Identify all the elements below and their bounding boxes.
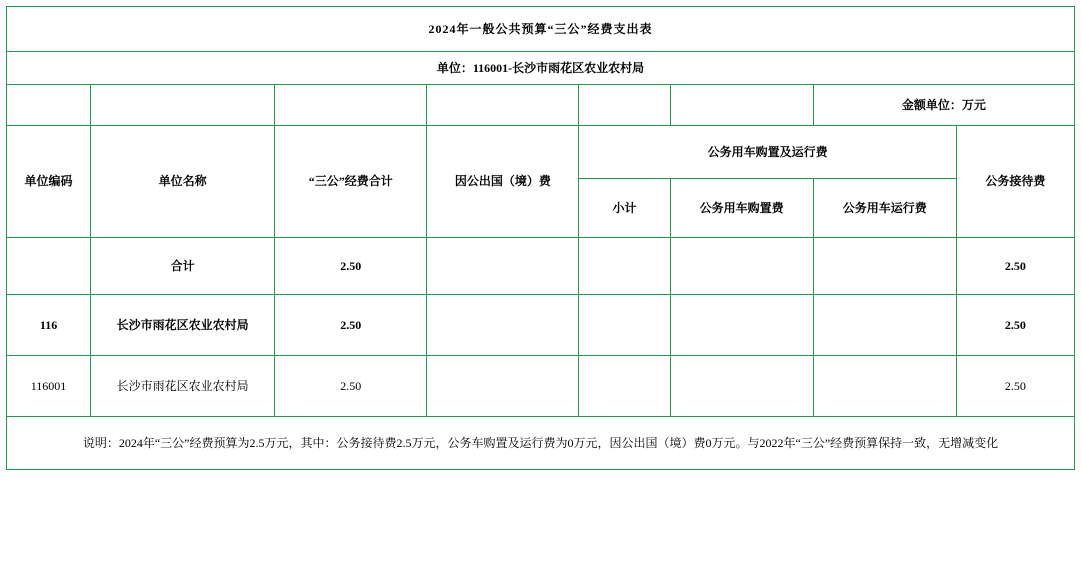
header-unit-name: 单位名称 [91,126,275,238]
money-unit-label: 金额单位：万元 [813,85,1074,126]
cell-unit-code: 116001 [7,356,91,417]
cell-total: 2.50 [275,295,427,356]
header-unit-code: 单位编码 [7,126,91,238]
note-text: 说明：2024年“三公”经费预算为2.5万元，其中：公务接待费2.5万元，公务车购置及运行费为0万元，因公出国（境）费0万元。与2022年“三公”经费预算保持一致，无增减变化 [7,417,1075,470]
unit-line: 单位：116001-长沙市雨花区农业农村局 [7,52,1075,85]
cell-unit-name-text: 长沙市雨花区农业农村局 [116,317,249,332]
cell-total: 2.50 [275,238,427,295]
cell-abroad [427,356,579,417]
cell-abroad [427,295,579,356]
cell-unit-code [7,238,91,295]
cell-vehicle-operation [813,238,956,295]
cell-vehicle-purchase [670,356,813,417]
header-abroad: 因公出国（境）费 [427,126,579,238]
cell-reception: 2.50 [956,356,1074,417]
cell-vehicle-purchase [670,295,813,356]
header-row-top [7,126,1075,179]
cell-unit-name-text: 长沙市雨花区农业农村局 [116,378,249,393]
money-unit-row [7,85,1075,126]
cell-reception: 2.50 [956,238,1074,295]
header-vehicle-operation: 公务用车运行费 [813,179,956,238]
cell-vehicle-subtotal [579,356,670,417]
header-vehicle-subtotal: 小计 [579,179,670,238]
title-row [7,7,1075,52]
cell-abroad [427,238,579,295]
cell-vehicle-subtotal [579,295,670,356]
budget-report-sheet [0,6,1081,573]
spacer-cell-1 [7,85,91,126]
cell-vehicle-subtotal [579,238,670,295]
cell-unit-code: 116 [7,295,91,356]
header-vehicle-group: 公务用车购置及运行费 [579,126,956,179]
header-total: “三公”经费合计 [275,126,427,238]
cell-unit-name [91,356,275,417]
spacer-cell-2 [91,85,275,126]
header-vehicle-purchase: 公务用车购置费 [670,179,813,238]
spacer-cell-5 [579,85,670,126]
table-row [7,295,1075,356]
cell-vehicle-purchase [670,238,813,295]
table-row [7,238,1075,295]
header-reception: 公务接待费 [956,126,1074,238]
cell-unit-name: 合计 [91,238,275,295]
table-row [7,356,1075,417]
cell-unit-name [91,295,275,356]
spacer-cell-4 [427,85,579,126]
cell-total: 2.50 [275,356,427,417]
spacer-cell-6 [670,85,813,126]
cell-vehicle-operation [813,295,956,356]
note-row [7,417,1075,470]
spacer-cell-3 [275,85,427,126]
budget-table [6,6,1075,470]
cell-reception: 2.50 [956,295,1074,356]
page-title: 2024年一般公共预算“三公”经费支出表 [7,7,1075,52]
cell-vehicle-operation [813,356,956,417]
unit-row [7,52,1075,85]
